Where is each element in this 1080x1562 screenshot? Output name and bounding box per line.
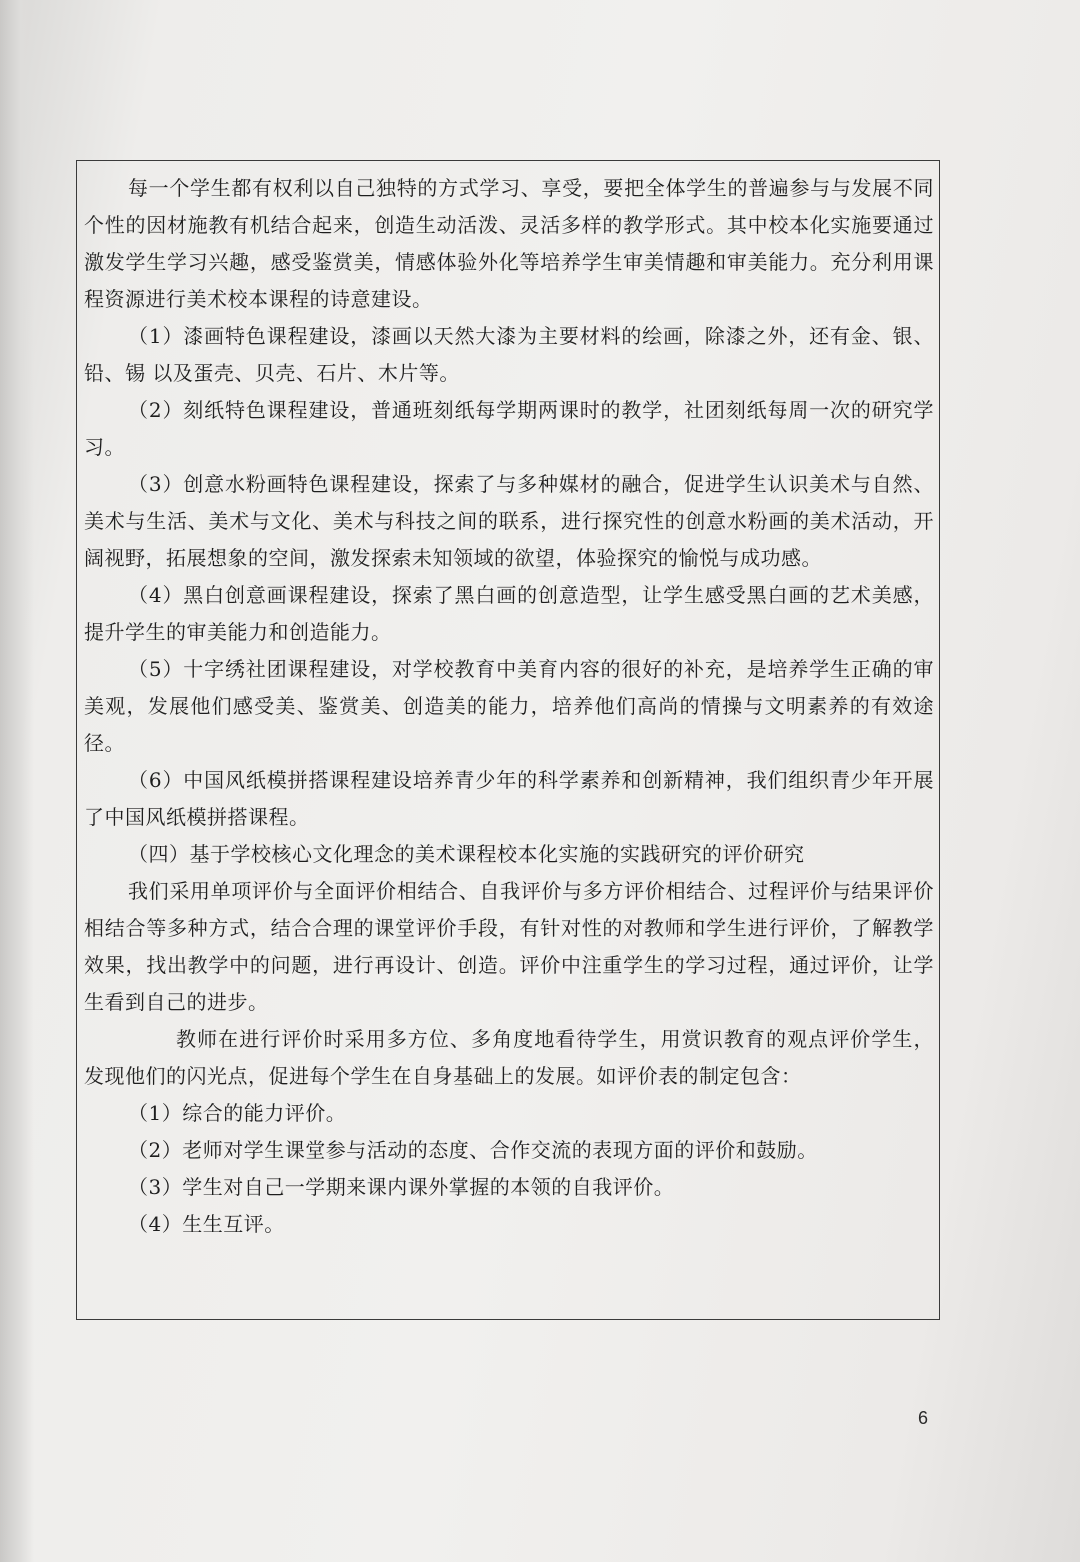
page-number: 6 xyxy=(918,1408,929,1428)
evaluation-item-4: （4）生生互评。 xyxy=(128,1212,285,1236)
paragraph-item-4: （4）黑白创意画课程建设，探索了黑白画的创意造型，让学生感受黑白画的艺术美感，提升学生的审美能力和创造能力。 xyxy=(84,583,934,644)
section-heading: （四）基于学校核心文化理念的美术课程校本化实施的实践研究的评价研究 xyxy=(128,842,805,866)
paragraph-item-3: （3）创意水粉画特色课程建设，探索了与多种媒材的融合，促进学生认识美术与自然、美术与生活、美术与文化、美术与科技之间的联系，进行探究性的创意水粉画的美术活动，开阔视野，拓展想象的空间，激发探索未知领域的欲望，体验探究的愉悦与成功感。 xyxy=(84,472,934,570)
paragraph-evaluation: 我们采用单项评价与全面评价相结合、自我评价与多方评价相结合、过程评价与结果评价相结合等多种方式，结合合理的课堂评价手段，有针对性的对教师和学生进行评价，了解教学效果，找出教学中的问题，进行再设计、创造。评价中注重学生的学习过程，通过评价，让学生看到自己的进步。 xyxy=(84,879,934,1014)
paragraph-item-6: （6）中国风纸模拼搭课程建设培养青少年的科学素养和创新精神，我们组织青少年开展了中国风纸模拼搭课程。 xyxy=(84,768,934,829)
evaluation-item-1: （1）综合的能力评价。 xyxy=(128,1101,347,1125)
paragraph-teacher: 教师在进行评价时采用多方位、多角度地看待学生，用赏识教育的观点评价学生，发现他们的闪光点，促进每个学生在自身基础上的发展。如评价表的制定包含： xyxy=(84,1027,934,1088)
paragraph-item-1: （1）漆画特色课程建设，漆画以天然大漆为主要材料的绘画，除漆之外，还有金、银、铅、锡 以及蛋壳、贝壳、石片、木片等。 xyxy=(84,324,934,385)
document-body xyxy=(84,170,934,1243)
evaluation-item-3: （3）学生对自己一学期来课内课外掌握的本领的自我评价。 xyxy=(128,1175,675,1199)
book-spine-shadow xyxy=(0,0,34,1562)
evaluation-item-2: （2）老师对学生课堂参与活动的态度、合作交流的表现方面的评价和鼓励。 xyxy=(128,1138,818,1162)
paragraph-intro: 每一个学生都有权利以自己独特的方式学习、享受，要把全体学生的普遍参与与发展不同个性的因材施教有机结合起来，创造生动活泼、灵活多样的教学形式。其中校本化实施要通过激发学生学习兴趣，感受鉴赏美，情感体验外化等培养学生审美情趣和审美能力。充分利用课程资源进行美术校本课程的诗意建设。 xyxy=(84,176,934,311)
paragraph-item-5: （5）十字绣社团课程建设，对学校教育中美育内容的很好的补充，是培养学生正确的审美观，发展他们感受美、鉴赏美、创造美的能力，培养他们高尚的情操与文明素养的有效途径。 xyxy=(84,657,934,755)
paragraph-item-2: （2）刻纸特色课程建设，普通班刻纸每学期两课时的教学，社团刻纸每周一次的研究学习。 xyxy=(84,398,934,459)
